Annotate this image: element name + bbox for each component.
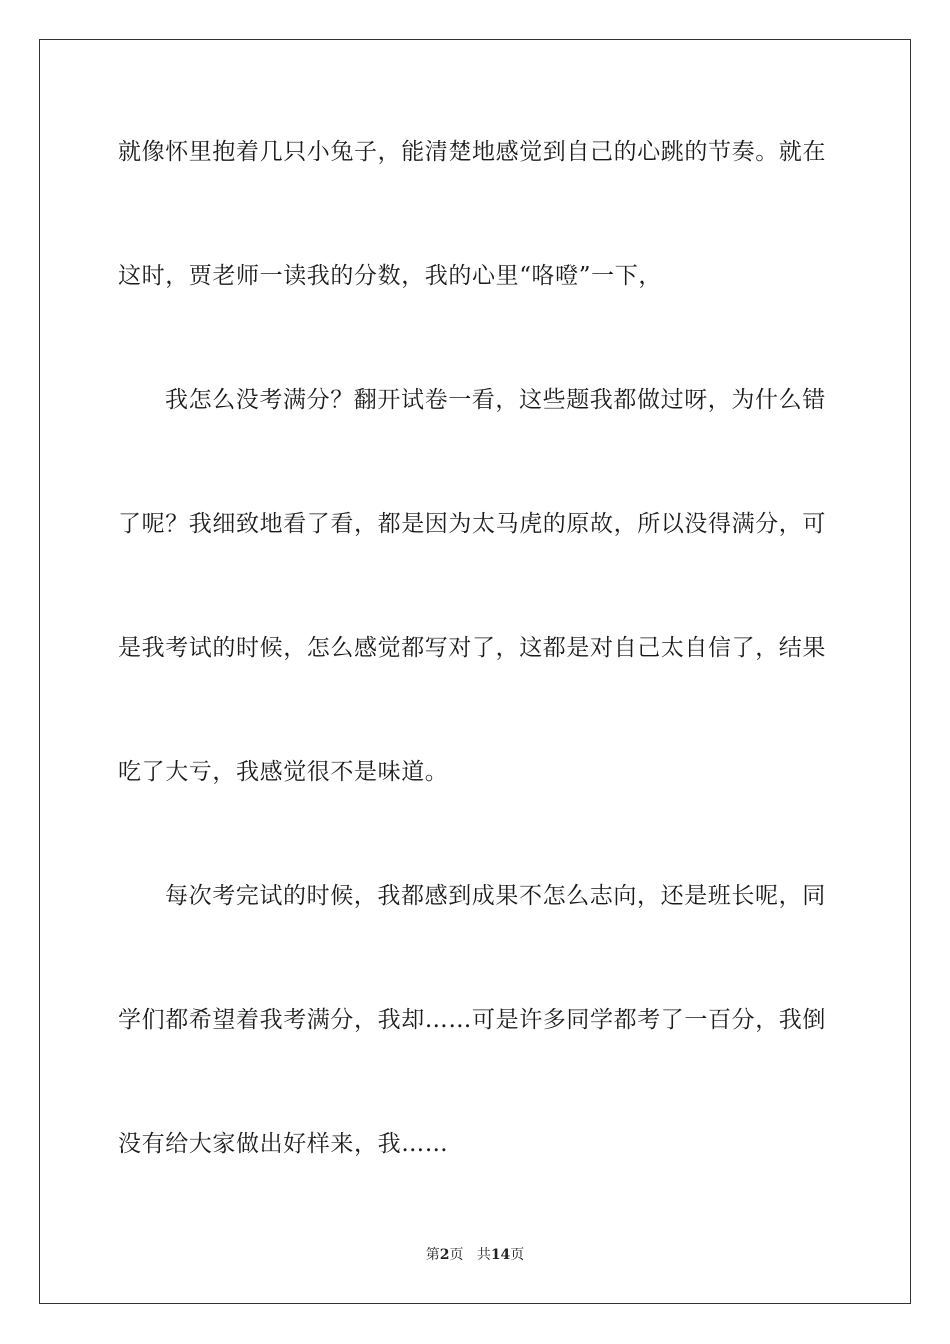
page-number: 2 [439,1247,450,1263]
total-pages: 14 [490,1247,511,1263]
text-line-6: 吃了大亏，我感觉很不是味道。 [118,759,449,785]
text-line-4: 了呢？我细致地看了看，都是因为太马虎的原故，所以没得满分，可 [118,511,826,537]
text-line-5: 是我考试的时候，怎么感觉都写对了，这都是对自己太自信了，结果 [118,635,826,661]
total-prefix: 共 [476,1247,491,1263]
text-line-7: 每次考完试的时候，我都感到成果不怎么志向，还是班长呢，同 [165,883,826,909]
page-suffix: 页 [449,1247,464,1263]
total-suffix: 页 [510,1247,525,1263]
text-line-8: 学们都希望着我考满分，我却……可是许多同学都考了一百分，我倒 [118,1007,826,1033]
page-prefix: 第 [425,1247,440,1263]
page-border [39,39,911,1304]
text-line-3: 我怎么没考满分？翻开试卷一看，这些题我都做过呀，为什么错 [165,387,826,413]
text-line-1: 就像怀里抱着几只小兔子，能清楚地感觉到自己的心跳的节奏。就在 [118,139,826,165]
text-line-9: 没有给大家做出好样来，我…… [118,1131,449,1157]
page-footer [0,1246,950,1264]
text-line-2: 这时，贾老师一读我的分数，我的心里“咯噔”一下， [118,263,662,289]
